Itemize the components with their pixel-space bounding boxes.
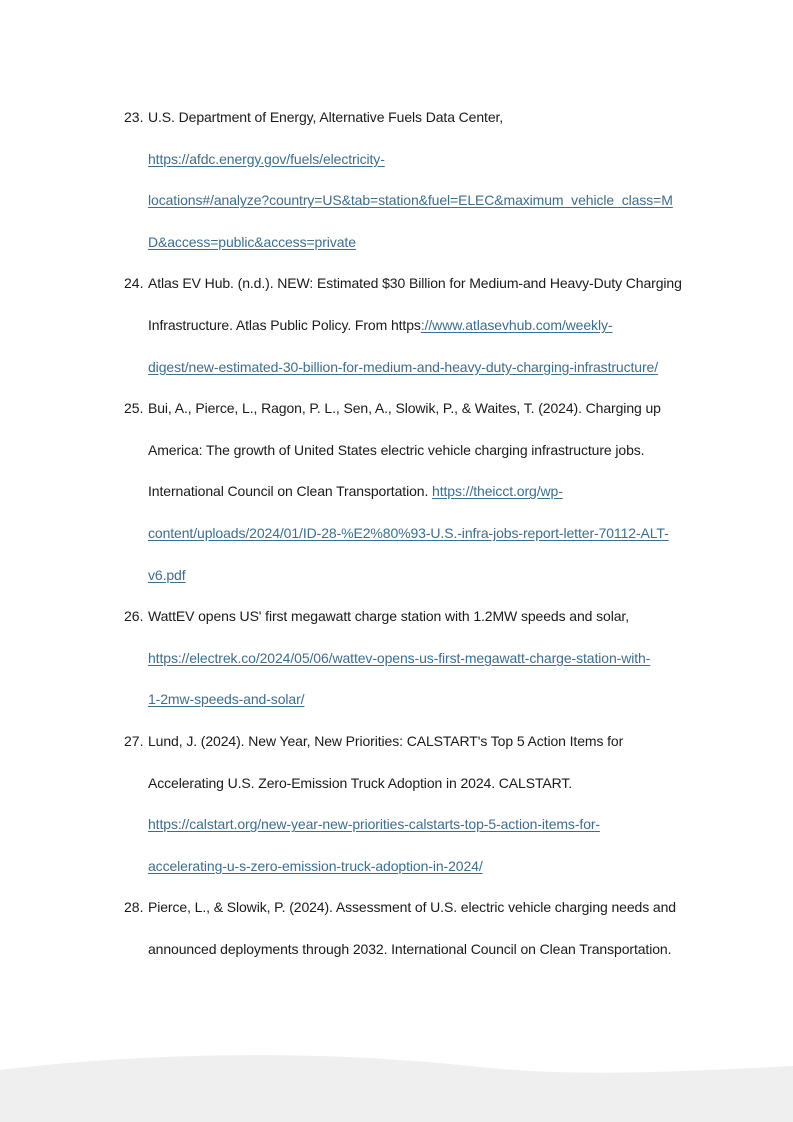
reference-link[interactable]: https://theicct.org/wp-: [432, 483, 563, 500]
reference-text: Bui, A., Pierce, L., Ragon, P. L., Sen, A., Slowik, P., & Waites, T. (2024). Charging up: [148, 400, 661, 417]
reference-line: [148, 108, 503, 126]
reference-text: Atlas EV Hub. (n.d.). NEW: Estimated $30 Billion for Medium-and Heavy-Duty Charging: [148, 275, 682, 292]
reference-text: announced deployments through 2032. International Council on Clean Transportation.: [148, 941, 672, 957]
reference-link[interactable]: content/uploads/2024/01/ID-28-%E2%80%93-U.S.-infra-jobs-report-letter-70112-ALT-: [148, 525, 669, 541]
reference-line: [148, 358, 658, 376]
reference-line: [148, 233, 356, 251]
reference-line: [148, 566, 186, 584]
reference-line: [148, 524, 669, 542]
reference-text: America: The growth of United States electric vehicle charging infrastructure jobs.: [148, 441, 645, 458]
reference-line: [148, 857, 483, 875]
reference-line: [148, 316, 612, 334]
reference-line: [148, 690, 304, 708]
reference-link[interactable]: ://www.atlasevhub.com/weekly-: [420, 317, 613, 333]
reference-link[interactable]: locations#/analyze?country=US&tab=station&fuel=ELEC&maximum_vehicle_class=M: [148, 192, 673, 209]
reference-link[interactable]: https://calstart.org/new-year-new-priorities-calstarts-top-5-action-items-for-: [148, 816, 600, 833]
reference-link[interactable]: https://electrek.co/2024/05/06/wattev-opens-us-first-megawatt-charge-station-with-: [148, 649, 651, 666]
reference-number: 27.: [124, 733, 144, 749]
reference-line: [148, 898, 676, 916]
footer-wave-decoration: [0, 1052, 793, 1122]
reference-number: 28.: [124, 899, 144, 916]
reference-line: [148, 274, 682, 292]
reference-link[interactable]: v6.pdf: [148, 566, 186, 583]
reference-line: [148, 191, 673, 209]
reference-number: 25.: [124, 400, 144, 417]
reference-text: Infrastructure. Atlas Public Policy. From https: [148, 317, 421, 333]
reference-text: U.S. Department of Energy, Alternative Fuels Data Center,: [148, 109, 504, 125]
reference-text: WattEV opens US' first megawatt charge station with 1.2MW speeds and solar,: [148, 608, 629, 625]
reference-link[interactable]: 1-2mw-speeds-and-solar/: [148, 691, 305, 708]
reference-link[interactable]: D&access=public&access=private: [148, 233, 356, 250]
reference-link[interactable]: digest/new-estimated-30-billion-for-medium-and-heavy-duty-charging-infrastructure/: [148, 358, 659, 375]
reference-line: [148, 441, 644, 459]
reference-number: 23.: [124, 109, 144, 125]
reference-link[interactable]: https://afdc.energy.gov/fuels/electricity-: [148, 150, 385, 167]
reference-line: [148, 815, 600, 833]
reference-text: International Council on Clean Transportation.: [148, 483, 433, 500]
reference-line: [148, 150, 385, 168]
reference-text: Lund, J. (2024). New Year, New Priorities: CALSTART's Top 5 Action Items for: [148, 733, 624, 749]
reference-line: [148, 774, 572, 792]
reference-line: [148, 940, 671, 958]
reference-line: [148, 399, 661, 417]
reference-link[interactable]: accelerating-u-s-zero-emission-truck-adoption-in-2024/: [148, 857, 483, 874]
reference-text: Accelerating U.S. Zero-Emission Truck Adoption in 2024. CALSTART.: [148, 774, 573, 791]
reference-line: [148, 649, 650, 667]
reference-text: Pierce, L., & Slowik, P. (2024). Assessment of U.S. electric vehicle charging needs and: [148, 899, 676, 916]
reference-line: [148, 482, 563, 500]
reference-number: 26.: [124, 608, 144, 625]
reference-line: [148, 732, 623, 750]
reference-line: [148, 607, 629, 625]
reference-number: 24.: [124, 275, 144, 292]
